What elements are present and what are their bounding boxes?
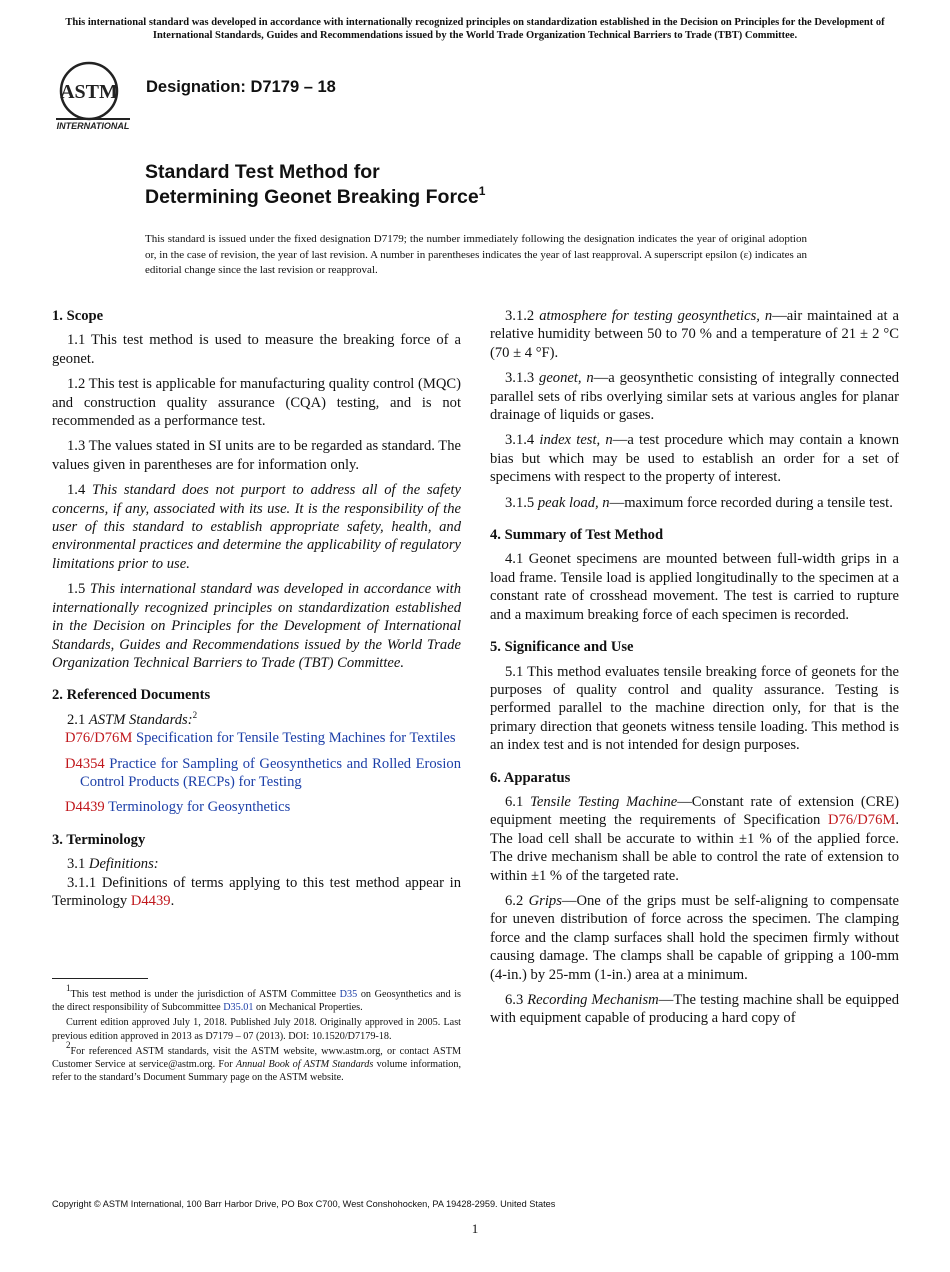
footnote-text: on Mechanical Properties. [256, 1002, 363, 1014]
definition [490, 431, 899, 486]
section-heading: 2. Referenced Documents [52, 687, 211, 704]
footnote-2 [52, 1039, 462, 1085]
definition-text: —maximum force recorded during a tensile test. [609, 494, 893, 511]
reference-title-link[interactable]: Practice for Sampling of Geosynthetics and Rolled Erosion Control Products (RECPs) for Testing [80, 755, 461, 790]
footnote-italic: Annual Book of ASTM Standards [235, 1059, 374, 1071]
paragraph-text: —Constant rate of extension (CRE) equipment meeting the requirements of Specification [490, 793, 899, 829]
logo-subtext: INTERNATIONAL [56, 121, 130, 131]
paragraph-end: . [170, 892, 175, 909]
paragraph-text: —One of the grips must be self-aligning to compensate for uneven distribution of force across the specimen. The clamping force and the clamp surfaces shall hold the specimen firmly without causing damage. The clamps shall be capable of gripping a 100-mm (4-in.) by 25-mm (1-in.) area at a minimum. [490, 892, 900, 983]
section-referenced-documents [52, 686, 461, 816]
reference-title-link[interactable]: Specification for Tensile Testing Machines for Textiles [135, 730, 456, 747]
paragraph [52, 711, 461, 729]
defined-term: atmosphere for testing geosynthetics, n [539, 308, 773, 324]
reference-code-link[interactable]: D4354 [65, 755, 105, 772]
paragraph [52, 855, 461, 873]
paragraph-text: —The testing machine shall be equipped with equipment capable of producing a hard copy of [490, 992, 899, 1027]
footnote-mark: 2 [192, 709, 198, 720]
terminology-continued [490, 307, 899, 512]
paragraph-number: 1.5 [67, 581, 86, 598]
specification-link[interactable]: D76/D76M [828, 812, 896, 829]
reference-item[interactable] [52, 755, 461, 792]
paragraph-number: 3.1.4 [505, 432, 535, 449]
paragraph-text: This standard does not purport to address all of the safety concerns, if any, associated with its use. It is the responsibility of the user of this standard to establish appropriate safety, health, and environmental practices and determine the applicability of regulatory limitations prior to use. [52, 482, 461, 572]
paragraph-number: 3.1.5 [505, 494, 535, 511]
subcommittee-link[interactable]: D35.01 [223, 1002, 254, 1014]
paragraph-number: 6.2 [505, 892, 524, 909]
reference-code-link[interactable]: D4439 [65, 799, 105, 816]
section-summary [490, 526, 899, 624]
paragraph [490, 991, 899, 1028]
paragraph [490, 892, 899, 984]
paragraph [490, 793, 899, 885]
copyright: Copyright © ASTM International, 100 Barr Harbor Drive, PO Box C700, West Conshohocken, PA 19428-2959. United States [52, 1199, 556, 1209]
title-line-2-text: Determining Geonet Breaking Force [145, 186, 479, 208]
footnote-1-edition: Current edition approved July 1, 2018. Published July 2018. Originally approved in 2005. Last previous edition approved in 2013 as D7179 – 07 (2013). DOI: 10.1520/D7179-18. [52, 1017, 461, 1042]
paragraph-number: 6.1 [505, 793, 524, 810]
definition-text: —a test procedure which may contain a known bias but which may be used to establish an order for a set of specimens with respect to the property of interest. [490, 432, 899, 486]
paragraph-text: This international standard was developed in accordance with internationally recognized principles on standardization established in the Decision on Principles for the Development of International Standards, Guides and Recommendations issued by the World Trade Organization Technical Barriers to Trade (TBT) Committee. [52, 581, 462, 671]
paragraph-term: Recording Mechanism [527, 992, 659, 1008]
footnote-mark: 1 [66, 983, 71, 993]
reference-code-link[interactable]: D76/D76M [65, 730, 133, 747]
section-heading: 6. Apparatus [490, 769, 571, 786]
defined-term: geonet, n [539, 370, 594, 387]
issue-note: This standard is issued under the fixed designation D7179; the number immediately following the designation indicates the year of original adoption or, in the case of revision, the year of last revision. A number in parentheses indicates the year of last reapproval. A superscript epsilon (ε) indicates an editorial change since the last revision or reapproval. [145, 233, 807, 276]
section-heading: 1. Scope [52, 308, 104, 324]
right-column [490, 307, 899, 1035]
logo-text: ASTM [60, 81, 118, 103]
footnotes [52, 983, 462, 1086]
definition-text: —air maintained at a relative humidity between 50 to 70 % and a temperature of 21 ± 2 °C (70 ± 4 °F). [490, 308, 899, 361]
paragraph [52, 580, 461, 672]
paragraph: 4.1 Geonet specimens are mounted between full-width grips in a load frame. Tensile load is applied longitudinally to the specimen at a constant rate of crosshead movement. The test is carried to rupture and a maximum breaking force of each specimen is recorded. [490, 551, 899, 623]
paragraph-text: . The load cell shall be accurate to within ±1 % of the applied force. The drive mechanism shall be able to control the rate of extension to within ±1 % of the targeted rate. [490, 812, 899, 884]
paragraph [52, 874, 461, 911]
page-number: 1 [471, 1221, 479, 1236]
definition [490, 307, 899, 362]
terminology-link[interactable]: D4439 [130, 892, 171, 909]
section-terminology [52, 831, 461, 911]
section-heading: 3. Terminology [52, 831, 146, 848]
trade-notice: This international standard was developed in accordance with internationally recognized principles on standardization established in the Decision on Principles for the Development of International Standards, Guides and Recommendations issued by the World Trade Organization Technical Barriers to Trade (TBT) Committee. [65, 17, 885, 41]
paragraph [52, 481, 461, 573]
paragraph-term: Tensile Testing Machine [530, 793, 678, 810]
footnote-text: This test method is under the jurisdiction of ASTM Committee [70, 989, 337, 1000]
footnote-1 [52, 983, 462, 1014]
left-column [52, 307, 461, 917]
title-line-2 [145, 185, 485, 210]
definition [490, 494, 899, 512]
footnote-divider [52, 978, 148, 979]
paragraph: 1.1 This test method is used to measure the breaking force of a geonet. [52, 332, 461, 367]
astm-logo-icon [52, 58, 134, 132]
paragraph-number: 2.1 [67, 711, 86, 728]
section-significance [490, 638, 899, 754]
definition [490, 369, 899, 424]
defined-term: index test, n [539, 432, 613, 449]
paragraph-number: 6.3 [505, 992, 524, 1008]
astm-logo [52, 58, 134, 132]
paragraph-number: 3.1.2 [505, 308, 535, 324]
section-scope [52, 307, 461, 672]
committee-link[interactable]: D35 [339, 989, 358, 1000]
defined-term: peak load, n [537, 494, 610, 511]
paragraph: 1.2 This test is applicable for manufacturing quality control (MQC) and construction quality assurance (CQA) testing, and is not recommended as a performance test. [52, 376, 461, 430]
paragraph: 1.3 The values stated in SI units are to be regarded as standard. The values given in parentheses are for information only. [52, 438, 461, 473]
reference-item[interactable] [52, 798, 461, 816]
paragraph-text: 3.1.1 Definitions of terms applying to this test method appear in Terminology [52, 874, 461, 909]
reference-item[interactable] [52, 729, 461, 747]
footnote-text: on Geosynthetics and is the direct responsibility of Subcommittee [52, 989, 462, 1014]
paragraph-label: Definitions: [88, 856, 159, 873]
paragraph-number: 3.1.3 [505, 370, 535, 387]
designation: Designation: D7179 – 18 [146, 78, 336, 96]
paragraph-number: 3.1 [67, 856, 86, 873]
reference-title-link[interactable]: Terminology for Geosynthetics [108, 799, 291, 816]
section-heading: 5. Significance and Use [490, 639, 634, 656]
definition-text: —a geosynthetic consisting of integrally connected parallel sets of ribs overlying similar sets at various angles for planar drainage of liquids or gases. [490, 370, 900, 424]
section-heading: 4. Summary of Test Method [490, 527, 664, 544]
footnote-text: volume information, refer to the standard’s Document Summary page on the ASTM website. [52, 1059, 462, 1084]
footnote-mark: 2 [66, 1039, 71, 1050]
footnote-text: For referenced ASTM standards, visit the ASTM website, www.astm.org, or contact ASTM Customer Service at service@astm.org. For [52, 1045, 461, 1071]
paragraph: 5.1 This method evaluates tensile breaking force of geonets for the purposes of quality control and quality assurance. Testing is performed parallel to the machine direction only, for that is the primary direction that geonets witness tensile loading. This method is an index test and is not intended for design purposes. [490, 663, 899, 754]
section-apparatus [490, 769, 899, 1028]
title-line-1: Standard Test Method for [145, 161, 380, 183]
title-footnote-mark: 1 [478, 184, 486, 198]
paragraph-number: 1.4 [67, 482, 86, 499]
document-title [145, 160, 485, 210]
paragraph-label: ASTM Standards: [88, 711, 193, 728]
paragraph-term: Grips [528, 892, 562, 909]
